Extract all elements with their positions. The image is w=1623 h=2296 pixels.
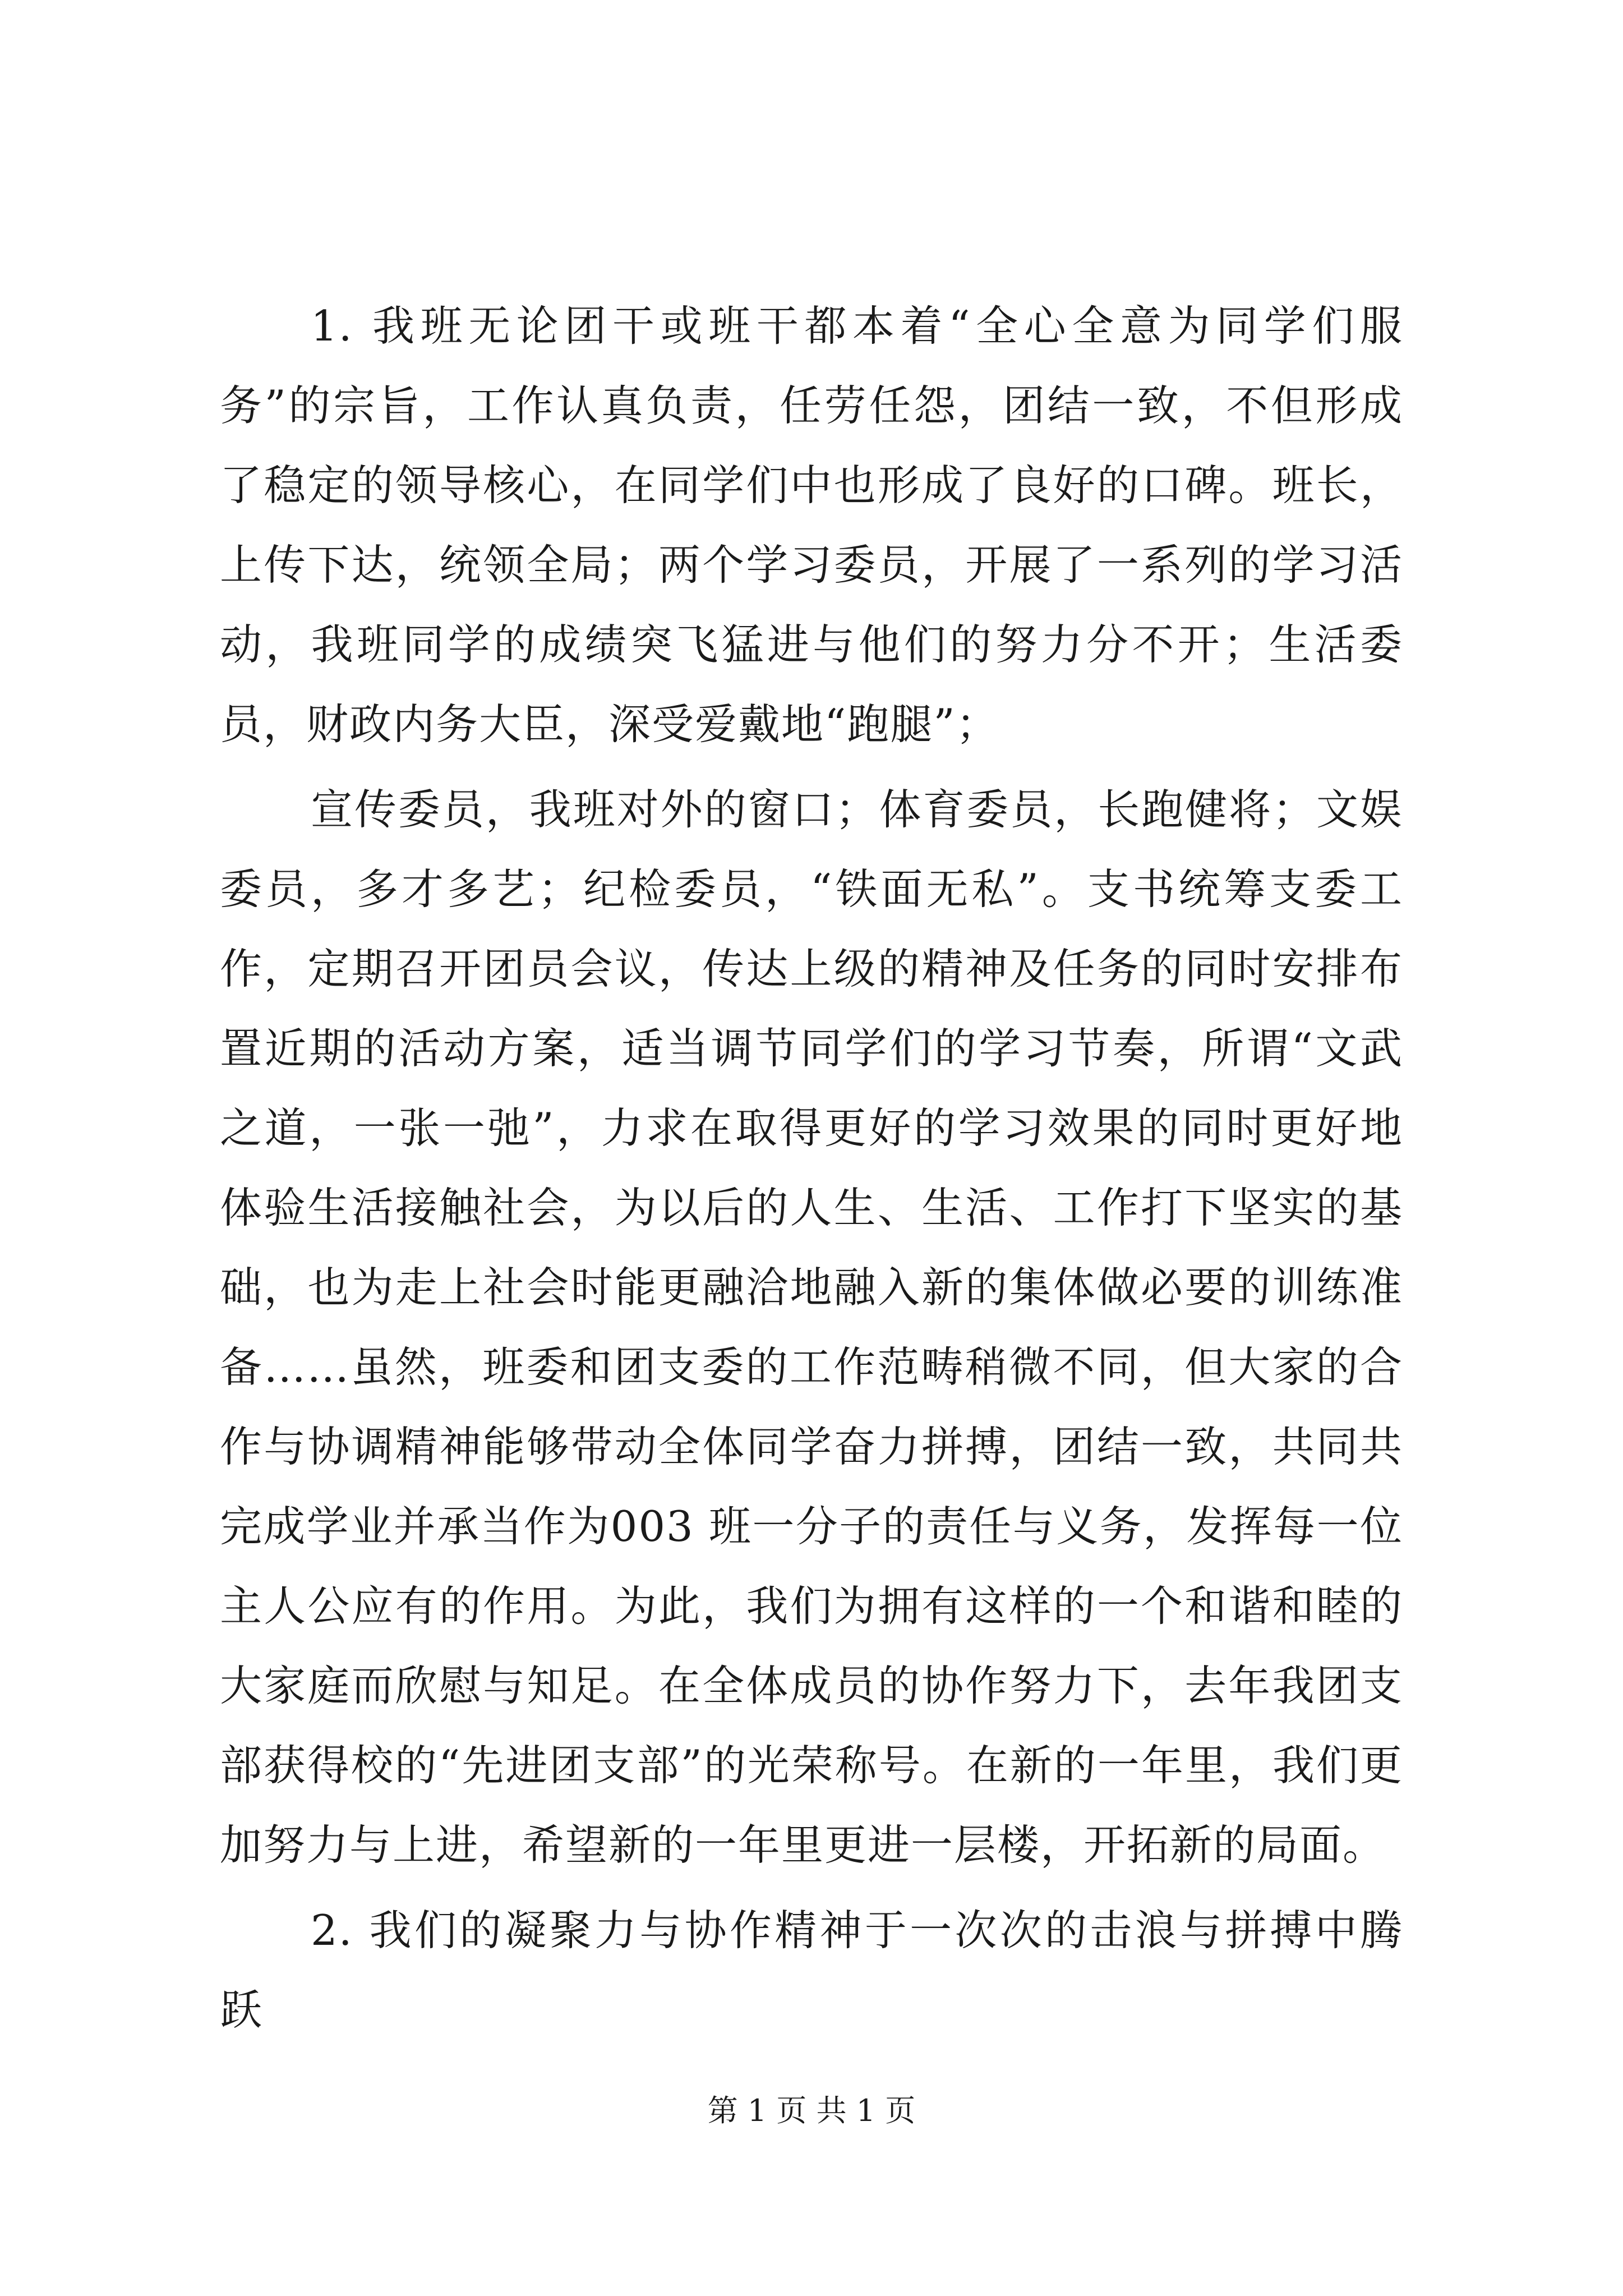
paragraph-3: 2. 我们的凝聚力与协作精神于一次次的击浪与拼搏中腾跃 <box>220 1906 1403 2035</box>
document-body <box>220 286 1403 2055</box>
paragraph-1: 1. 我班无论团干或班干都本着“全心全意为同学们服务”的宗旨，工作认真负责，任劳任怨，团结一致，不但形成了稳定的领导核心，在同学们中也形成了良好的口碑。班长，上传下达，统领全局；两个学习委员，开展了一系列的学习活动，我班同学的成绩突飞猛进与他们的努力分不开；生活委员，财政内务大臣，深受爱戴地“跑腿”； <box>220 301 1403 749</box>
paragraph-2: 宣传委员，我班对外的窗口；体育委员，长跑健将；文娱委员，多才多艺；纪检委员，“铁面无私”。支书统筹支委工作，定期召开团员会议，传达上级的精神及任务的同时安排布置近期的活动方案，适当调节同学们的学习节奏，所谓“文武之道，一张一弛”，力求在取得更好的学习效果的同时更好地体验生活接触社会，为以后的人生、生活、工作打下坚实的基础，也为走上社会时能更融洽地融入新的集体做必要的训练准备……虽然，班委和团支委的工作范畴稍微不同，但大家的合作与协调精神能够带动全体同学奋力拼搏，团结一致，共同共完成学业并承当作为003 班一分子的责任与义务，发挥每一位主人公应有的作用。为此，我们为拥有这样的一个和谐和睦的大家庭而欣慰与知足。在全体成员的协作努力下，去年我团支部获得校的“先进团支部”的光荣称号。在新的一年里，我们更加努力与上进，希望新的一年里更进一层楼，开拓新的局面。 <box>220 785 1403 1870</box>
page-footer: 第 1 页 共 1 页 <box>707 2093 916 2128</box>
